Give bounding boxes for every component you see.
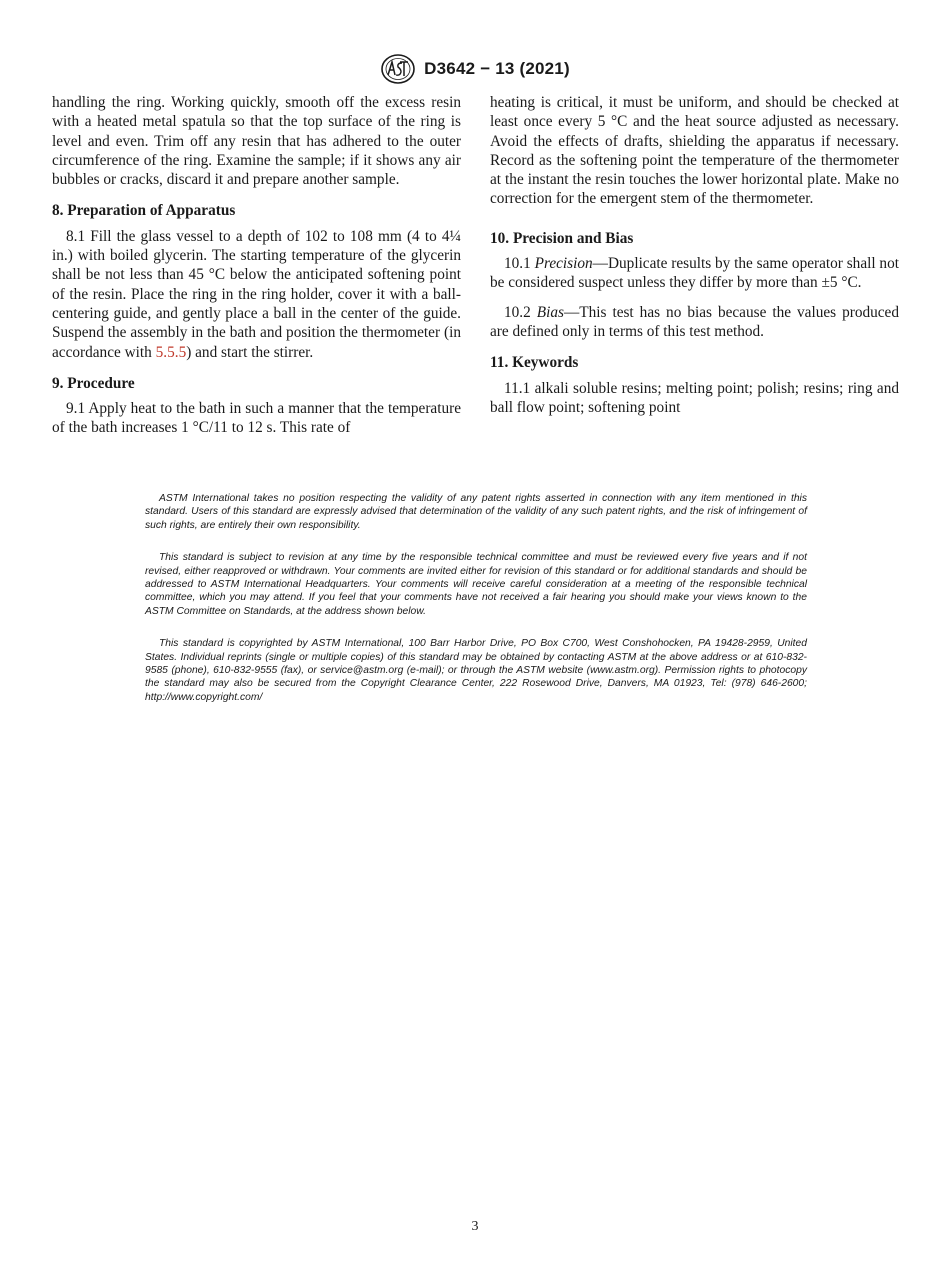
standard-designation: D3642 − 13 (2021)	[424, 59, 570, 78]
precision-term: Precision	[534, 255, 593, 273]
continued-paragraph-left: handling the ring. Working quickly, smooth off the excess resin with a heated metal spatula so that the top surface of the ring is level and even. Trim off any resin that has adhered to the outer circumference of the ring. Examine the sample; if it shows any air bubbles or cracks, discard it and prepare another sample.	[52, 94, 461, 189]
paragraph-8-1-text-end: ) and start the stirrer.	[186, 343, 314, 361]
paragraph-10-1	[490, 254, 899, 293]
paragraph-10-2-number: 10.2	[504, 303, 531, 321]
paragraph-10-1-number: 10.1	[504, 255, 531, 273]
left-column	[52, 93, 461, 438]
paragraph-10-2	[490, 303, 899, 342]
patent-notice: ASTM International takes no position respecting the validity of any patent rights asserted in connection with any item mentioned in this standard. Users of this standard are expressly advised that determination of the validity of any such patent rights, and the risk of infringement of such rights, are entirely their own responsibility.	[145, 493, 807, 531]
reference-link-5-5-5[interactable]: 5.5.5	[155, 343, 187, 361]
paragraph-8-1-text: 8.1 Fill the glass vessel to a depth of 102 to 108 mm (4 to 4¼ in.) with boiled glycerin. The starting temperature of the glycerin shall be not less than 45 °C below the anticipated softening point of the resin. Place the ring in the ring holder, cover it with a ball-centering guide, and gently place a ball in the center of the guide. Suspend the assembly in the bath and position the thermometer (in accordance with	[52, 227, 461, 361]
continued-paragraph-right: heating is critical, it must be uniform, and should be checked at least once every 5 °C and the heat source adjusted as necessary. Avoid the effects of drafts, shielding the apparatus if necessary. Record as the softening point the temperature of the thermometer at the instant the resin touches the lower horizontal plate. Make no correction for the emergent stem of the thermometer.	[490, 94, 899, 208]
legal-notices	[145, 492, 807, 723]
right-column	[490, 93, 899, 417]
copyright-notice: This standard is copyrighted by ASTM International, 100 Barr Harbor Drive, PO Box C700, West Conshohocken, PA 19428-2959, United States. Individual reprints (single or multiple copies) of this standard may be obtained by contacting ASTM at the above address or at 610-832-9585 (phone), 610-832-9555 (fax), or service@astm.org (e-mail); or through the ASTM website (www.astm.org). Permission rights to photocopy the standard may also be secured from the Copyright Clearance Center, 222 Rosewood Drive, Danvers, MA 01923, Tel: (978) 646-2600; http://www.copyright.com/	[145, 638, 807, 703]
page-header	[0, 52, 950, 86]
paragraph-8-1	[52, 227, 461, 362]
astm-logo-icon	[380, 53, 416, 85]
section-9-heading: 9. Procedure	[52, 374, 135, 392]
revision-notice: This standard is subject to revision at any time by the responsible technical committee and must be reviewed every five years and if not revised, either reapproved or withdrawn. Your comments are invited either for revision of this standard or for additional standards and should be addressed to ASTM International Headquarters. Your comments will receive careful consideration at a meeting of the responsible technical committee, which you may attend. If you feel that your comments have not received a fair hearing you should make your views known to the ASTM Committee on Standards, at the address shown below.	[145, 552, 807, 617]
page-number: 3	[471, 1219, 479, 1234]
section-11-heading: 11. Keywords	[490, 354, 579, 372]
paragraph-9-1: 9.1 Apply heat to the bath in such a manner that the temperature of the bath increases 1 °C/11 to 12 s. This rate of	[52, 400, 461, 437]
section-8-heading: 8. Preparation of Apparatus	[52, 202, 236, 220]
paragraph-11-1: 11.1 alkali soluble resins; melting point; polish; resins; ring and ball flow point; softening point	[490, 379, 899, 416]
bias-term: Bias	[536, 303, 564, 321]
section-10-heading: 10. Precision and Bias	[490, 229, 634, 247]
paragraph-10-2-text: —This test has no bias because the values produced are defined only in terms of this test method.	[490, 303, 899, 340]
paragraph-10-1-text: —Duplicate results by the same operator shall not be considered suspect unless they differ by more than ±5 °C.	[490, 255, 899, 292]
